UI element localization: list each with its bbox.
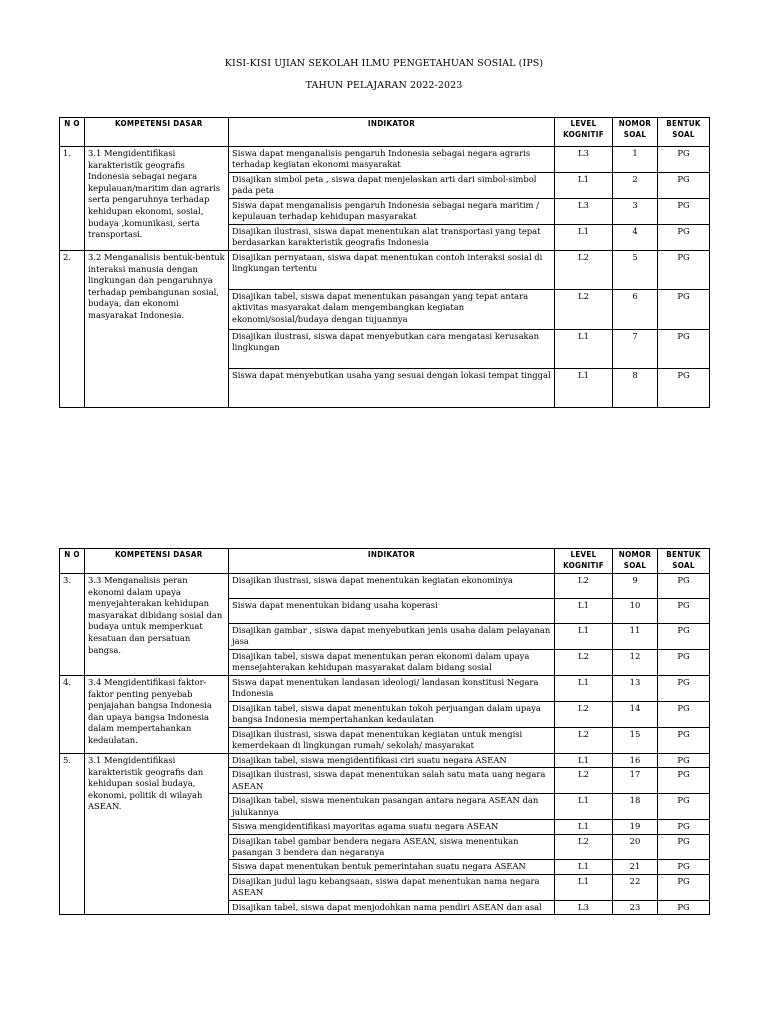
row-number: 5. xyxy=(60,754,85,915)
header-level-kognitif: LEVEL KOGNITIF xyxy=(555,118,613,147)
level-cell: L2 xyxy=(555,768,613,794)
kisi-kisi-table-2 xyxy=(59,548,710,915)
indikator-cell: Siswa mengidentifikasi mayoritas agama suatu negara ASEAN xyxy=(229,820,555,834)
header-bentuk-soal: BENTUK SOAL xyxy=(658,549,710,574)
header-no: N O xyxy=(60,549,85,574)
bentuk-cell: PG xyxy=(658,574,710,599)
nomor-cell: 3 xyxy=(613,199,658,225)
level-cell: L1 xyxy=(555,599,613,624)
indikator-cell: Disajikan tabel, siswa mengidentifikasi ciri suatu negara ASEAN xyxy=(229,754,555,768)
table-row xyxy=(60,754,710,768)
bentuk-cell: PG xyxy=(658,728,710,754)
nomor-cell: 2 xyxy=(613,173,658,199)
level-cell: L2 xyxy=(555,574,613,599)
row-number: 4. xyxy=(60,676,85,754)
document-title: KISI-KISI UJIAN SEKOLAH ILMU PENGETAHUAN SOSIAL (IPS) xyxy=(224,58,544,69)
kompetensi-dasar-cell: 3.1 Mengidentifikasi karakteristik geografis dan kehidupan sosial budaya, ekonomi, politik di wilayah ASEAN. xyxy=(85,754,229,915)
indikator-cell: Siswa dapat menganalisis pengaruh Indonesia sebagai negara agraris terhadap kegiatan ekonomi masyarakat xyxy=(229,147,555,173)
indikator-cell: Siswa dapat menganalisis pengaruh Indonesia sebagai negara maritim / kepulauan terhadap kehidupan masyarakat xyxy=(229,199,555,225)
level-cell: L1 xyxy=(555,860,613,874)
level-cell: L3 xyxy=(555,147,613,173)
header-kompetensi-dasar: KOMPETENSI DASAR xyxy=(85,549,229,574)
bentuk-cell: PG xyxy=(658,754,710,768)
bentuk-cell: PG xyxy=(658,702,710,728)
level-cell: L2 xyxy=(555,650,613,676)
nomor-cell: 9 xyxy=(613,574,658,599)
row-number: 1. xyxy=(60,147,85,251)
bentuk-cell: PG xyxy=(658,225,710,251)
bentuk-cell: PG xyxy=(658,768,710,794)
indikator-cell: Siswa dapat menentukan bidang usaha koperasi xyxy=(229,599,555,624)
header-indikator: INDIKATOR xyxy=(229,118,555,147)
nomor-cell: 16 xyxy=(613,754,658,768)
indikator-cell: Disajikan pernyataan, siswa dapat menentukan contoh interaksi sosial di lingkungan tertentu xyxy=(229,251,555,290)
table-row xyxy=(60,676,710,702)
nomor-cell: 20 xyxy=(613,834,658,860)
bentuk-cell: PG xyxy=(658,369,710,408)
bentuk-cell: PG xyxy=(658,820,710,834)
bentuk-cell: PG xyxy=(658,624,710,650)
kompetensi-dasar-cell: 3.1 Mengidentifikasi karakteristik geografis Indonesia sebagai negara kepulauan/maritim dan agraris serta pengaruhnya terhadap kehidupan ekonomi, sosial, budaya ,komunikasi, serta transportasi. xyxy=(85,147,229,251)
nomor-cell: 7 xyxy=(613,330,658,369)
indikator-cell: Disajikan tabel, siswa menentukan pasangan antara negara ASEAN dan julukannya xyxy=(229,794,555,820)
nomor-cell: 6 xyxy=(613,290,658,330)
level-cell: L3 xyxy=(555,900,613,914)
level-cell: L2 xyxy=(555,834,613,860)
table-row xyxy=(60,147,710,173)
nomor-cell: 17 xyxy=(613,768,658,794)
indikator-cell: Disajikan ilustrasi, siswa dapat menentukan kegiatan untuk mengisi kemerdekaan di lingkungan rumah/ sekolah/ masyarakat xyxy=(229,728,555,754)
nomor-cell: 12 xyxy=(613,650,658,676)
nomor-cell: 22 xyxy=(613,874,658,900)
indikator-cell: Disajikan ilustrasi, siswa dapat menentukan salah satu mata uang negara ASEAN xyxy=(229,768,555,794)
level-cell: L2 xyxy=(555,251,613,290)
nomor-cell: 5 xyxy=(613,251,658,290)
kompetensi-dasar-cell: 3.2 Menganalisis bentuk-bentuk interaksi manusia dengan lingkungan dan pengaruhnya terhadap pembangunan sosial, budaya, dan ekonomi masyarakat Indonesia. xyxy=(85,251,229,408)
indikator-cell: Disajikan gambar , siswa dapat menyebutkan jenis usaha dalam pelayanan jasa xyxy=(229,624,555,650)
level-cell: L1 xyxy=(555,173,613,199)
nomor-cell: 8 xyxy=(613,369,658,408)
row-number: 2. xyxy=(60,251,85,408)
bentuk-cell: PG xyxy=(658,794,710,820)
indikator-cell: Disajikan tabel, siswa dapat menjodohkan nama pendiri ASEAN dan asal xyxy=(229,900,555,914)
nomor-cell: 15 xyxy=(613,728,658,754)
header-nomor-soal: NOMOR SOAL xyxy=(613,118,658,147)
level-cell: L1 xyxy=(555,225,613,251)
bentuk-cell: PG xyxy=(658,834,710,860)
table-row xyxy=(60,574,710,599)
indikator-cell: Disajikan ilustrasi, siswa dapat menentukan alat transportasi yang tepat berdasarkan karakteristik geografis Indonesia xyxy=(229,225,555,251)
bentuk-cell: PG xyxy=(658,676,710,702)
indikator-cell: Disajikan judul lagu kebangsaan, siswa dapat menentukan nama negara ASEAN xyxy=(229,874,555,900)
bentuk-cell: PG xyxy=(658,251,710,290)
nomor-cell: 19 xyxy=(613,820,658,834)
nomor-cell: 11 xyxy=(613,624,658,650)
indikator-cell: Disajikan simbol peta , siswa dapat menjelaskan arti dari simbol-simbol pada peta xyxy=(229,173,555,199)
indikator-cell: Siswa dapat menentukan bentuk pemerintahan suatu negara ASEAN xyxy=(229,860,555,874)
level-cell: L1 xyxy=(555,624,613,650)
bentuk-cell: PG xyxy=(658,330,710,369)
bentuk-cell: PG xyxy=(658,860,710,874)
document-subtitle: TAHUN PELAJARAN 2022-2023 xyxy=(305,80,463,91)
bentuk-cell: PG xyxy=(658,650,710,676)
nomor-cell: 10 xyxy=(613,599,658,624)
level-cell: L2 xyxy=(555,728,613,754)
indikator-cell: Disajikan tabel, siswa dapat menentukan pasangan yang tepat antara aktivitas masyarakat dalam mengembangkan kegiatan ekonomi/sosial/budaya dengan tujuannya xyxy=(229,290,555,330)
level-cell: L1 xyxy=(555,754,613,768)
level-cell: L3 xyxy=(555,199,613,225)
header-kompetensi-dasar: KOMPETENSI DASAR xyxy=(85,118,229,147)
bentuk-cell: PG xyxy=(658,874,710,900)
indikator-cell: Siswa dapat menyebutkan usaha yang sesuai dengan lokasi tempat tinggal xyxy=(229,369,555,408)
level-cell: L1 xyxy=(555,820,613,834)
nomor-cell: 23 xyxy=(613,900,658,914)
kompetensi-dasar-cell: 3.3 Menganalisis peran ekonomi dalam upaya menyejahterakan kehidupan masyarakat dibidang sosial dan budaya untuk memperkuat kesatuan dan persatuan bangsa. xyxy=(85,574,229,676)
indikator-cell: Disajikan tabel, siswa dapat menentukan tokoh perjuangan dalam upaya bangsa Indonesia mempertahankan kedaulatan xyxy=(229,702,555,728)
bentuk-cell: PG xyxy=(658,900,710,914)
nomor-cell: 4 xyxy=(613,225,658,251)
bentuk-cell: PG xyxy=(658,599,710,624)
header-bentuk-soal: BENTUK SOAL xyxy=(658,118,710,147)
level-cell: L1 xyxy=(555,794,613,820)
header-level-kognitif: LEVEL KOGNITIF xyxy=(555,549,613,574)
indikator-cell: Disajikan ilustrasi, siswa dapat menentukan kegiatan ekonominya xyxy=(229,574,555,599)
level-cell: L1 xyxy=(555,330,613,369)
indikator-cell: Disajikan ilustrasi, siswa dapat menyebutkan cara mengatasi kerusakan lingkungan xyxy=(229,330,555,369)
nomor-cell: 1 xyxy=(613,147,658,173)
nomor-cell: 14 xyxy=(613,702,658,728)
table-row xyxy=(60,251,710,290)
row-number: 3. xyxy=(60,574,85,676)
nomor-cell: 13 xyxy=(613,676,658,702)
level-cell: L2 xyxy=(555,702,613,728)
kompetensi-dasar-cell: 3.4 Mengidentifikasi faktor-faktor penting penyebab penjajahan bangsa Indonesia dan upaya bangsa Indonesia dalam mempertahankan kedaulatan. xyxy=(85,676,229,754)
nomor-cell: 21 xyxy=(613,860,658,874)
level-cell: L1 xyxy=(555,874,613,900)
bentuk-cell: PG xyxy=(658,290,710,330)
kisi-kisi-table-1 xyxy=(59,117,710,408)
level-cell: L2 xyxy=(555,290,613,330)
nomor-cell: 18 xyxy=(613,794,658,820)
header-indikator: INDIKATOR xyxy=(229,549,555,574)
bentuk-cell: PG xyxy=(658,173,710,199)
header-no: N O xyxy=(60,118,85,147)
header-nomor-soal: NOMOR SOAL xyxy=(613,549,658,574)
level-cell: L1 xyxy=(555,676,613,702)
bentuk-cell: PG xyxy=(658,147,710,173)
indikator-cell: Disajikan tabel, siswa dapat menentukan peran ekonomi dalam upaya mensejahterakan kehidupan masyarakat dalam bidang sosial xyxy=(229,650,555,676)
bentuk-cell: PG xyxy=(658,199,710,225)
indikator-cell: Disajikan tabel gambar bendera negara ASEAN, siswa menentukan pasangan 3 bendera dan negaranya xyxy=(229,834,555,860)
indikator-cell: Siswa dapat menentukan landasan ideologi/ landasan konstitusi Negara Indonesia xyxy=(229,676,555,702)
level-cell: L1 xyxy=(555,369,613,408)
